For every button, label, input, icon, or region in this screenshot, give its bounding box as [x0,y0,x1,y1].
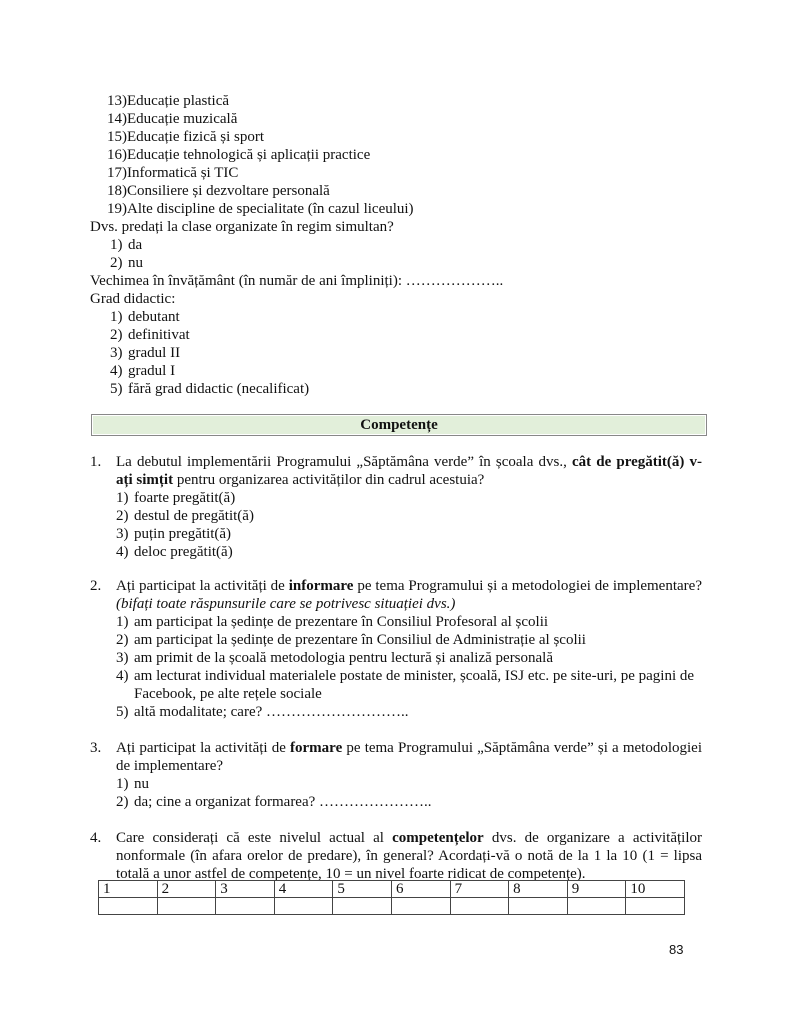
scale-value: 7 [450,881,509,898]
subject-item: 15)Educație fizică și sport [107,129,265,145]
subject-item: 14)Educație muzicală [107,111,238,127]
scale-answer-cell[interactable] [216,898,275,915]
option: 1) da [110,237,143,253]
scale-header-row [99,881,685,898]
option: 5) altă modalitate; care? ……………………….. [116,704,409,720]
option: 1) nu [116,776,149,792]
subject-item: 17)Informatică și TIC [107,165,239,181]
scale-answer-cell[interactable] [333,898,392,915]
scale-value: 3 [216,881,275,898]
scale-answer-cell[interactable] [274,898,333,915]
scale-answer-row [99,898,685,915]
option: 3) puțin pregătit(ă) [116,526,232,542]
subject-item: 18)Consiliere și dezvoltare personală [107,183,330,199]
scale-value: 6 [391,881,450,898]
question-number: 3. [90,740,102,756]
option: 2) destul de pregătit(ă) [116,508,254,524]
scale-value: 4 [274,881,333,898]
option: 4) deloc pregătit(ă) [116,544,233,560]
scale-answer-cell[interactable] [626,898,685,915]
scale-value: 10 [626,881,685,898]
scale-answer-cell[interactable] [157,898,216,915]
scale-answer-cell[interactable] [567,898,626,915]
scale-answer-cell[interactable] [509,898,568,915]
option: 4) am lecturat individual materialele postate de minister, școală, ISJ etc. pe site-uri, pe pagini de Facebook, pe alte rețele sociale [116,668,695,702]
scale-value: 1 [99,881,158,898]
option: 1) debutant [110,309,180,325]
vechime-field: Vechimea în învățământ (în număr de ani împliniți): ……………….. [90,273,504,289]
option: 2) definitivat [110,327,190,343]
question-text: Ați participat la activități de formare pe tema Programului „Săptămâna verde” și a metodologiei de implementare? [116,740,702,774]
option: 1) foarte pregătit(ă) [116,490,236,506]
scale-value: 8 [509,881,568,898]
grad-question: Grad didactic: [90,291,176,307]
scale-value: 5 [333,881,392,898]
subject-item: 13)Educație plastică [107,93,230,109]
question-text: Dvs. predați la clase organizate în regim simultan? [90,219,394,235]
question-text: Care considerați că este nivelul actual al competențelor dvs. de organizare a activităților nonformale (în afara orelor de predare), în general? Acordați-vă o notă de la 1 la 10 (1 = lipsa totală a unor astfel de competențe, 10 = un nivel foarte ridicat de competențe). [116,830,703,882]
question-1 [90,453,702,561]
option: 3) am primit de la școală metodologia pentru lectură și analiză personală [116,650,554,666]
question-number: 1. [90,454,102,470]
option: 3) gradul II [110,345,181,361]
option: 2) nu [110,255,143,271]
option: 5) fără grad didactic (necalificat) [110,381,310,397]
page-number: 83 [669,942,684,957]
scale-answer-cell[interactable] [450,898,509,915]
option: 4) gradul I [110,363,176,379]
question-text: Ați participat la activități de informare pe tema Programului și a metodologiei de implementare? (bifați toate răspunsurile care se potrivesc situației dvs.) [116,578,702,612]
subject-item: 19)Alte discipline de specialitate (în cazul liceului) [107,201,414,217]
simultan-question [90,218,702,398]
scale-value: 9 [567,881,626,898]
scale-value: 2 [157,881,216,898]
question-4 [90,829,702,883]
question-3 [90,739,702,811]
option: 1) am participat la ședințe de prezentare în Consiliul Profesoral al școlii [116,614,549,630]
question-2 [90,577,702,721]
rating-scale-table [98,880,685,915]
question-text: La debutul implementării Programului „Săptămâna verde” în școala dvs., cât de pregătit(ă) v-ați simțit pentru organizarea activităților din cadrul acestuia? [116,454,702,488]
scale-answer-cell[interactable] [99,898,158,915]
scale-answer-cell[interactable] [391,898,450,915]
subject-item: 16)Educație tehnologică și aplicații practice [107,147,371,163]
question-number: 2. [90,578,102,594]
option: 2) am participat la ședințe de prezentare în Consiliul de Administrație al școlii [116,632,586,648]
section-title: Competențe [91,414,707,436]
option: 2) da; cine a organizat formarea? ………………….. [116,794,432,810]
question-number: 4. [90,830,102,846]
subjects-list [90,92,702,218]
